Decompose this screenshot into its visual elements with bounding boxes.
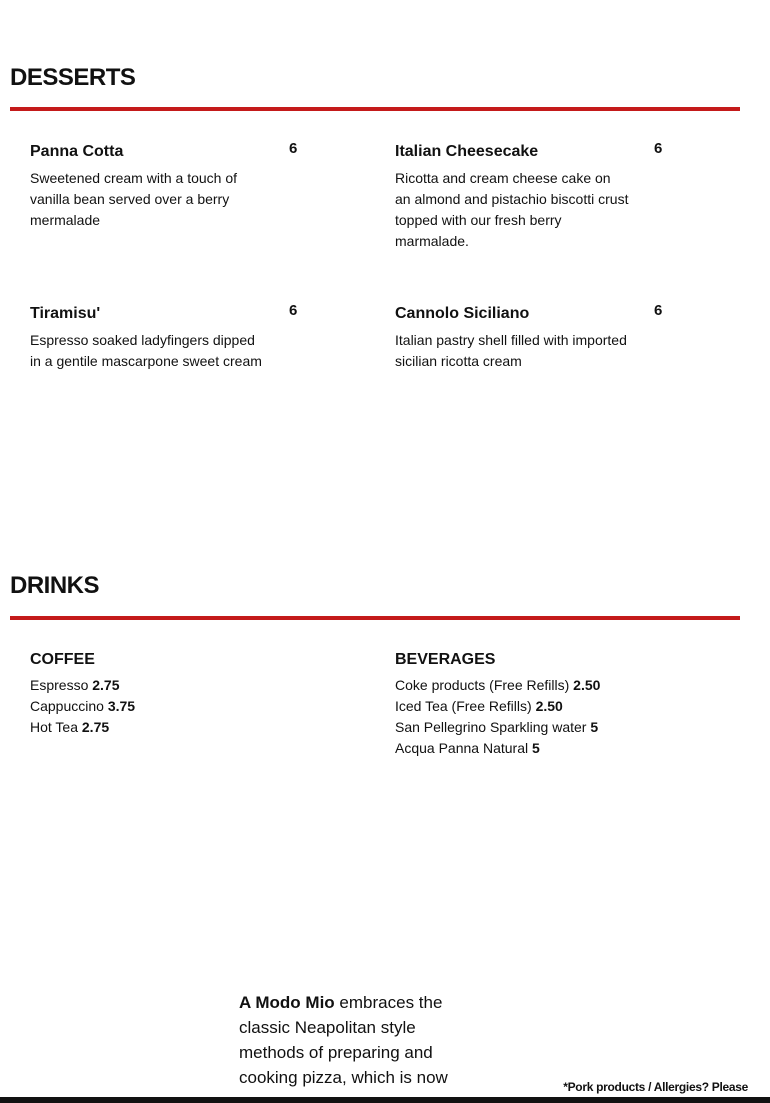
menu-item-italian-cheesecake: [395, 142, 630, 252]
drink-name: Coke products (Free Refills): [395, 677, 570, 693]
coffee-list: [30, 650, 135, 738]
item-price: 6: [654, 302, 663, 319]
drink-name: Iced Tea (Free Refills): [395, 698, 532, 714]
drink-price: 2.75: [92, 677, 120, 693]
item-description: Ricotta and cream cheese cake on an almond and pistachio biscotti crust topped with our fresh berry marmalade.: [395, 170, 629, 249]
drink-name: Acqua Panna Natural: [395, 740, 529, 756]
drink-price: 2.50: [535, 698, 563, 714]
drink-price: 3.75: [107, 698, 136, 714]
drink-name: San Pellegrino Sparkling water: [395, 719, 587, 735]
beverages-heading: BEVERAGES: [395, 651, 496, 668]
beverages-list: [395, 650, 600, 759]
menu-item-tiramisu: [30, 304, 265, 372]
drink-price: 2.50: [573, 677, 601, 693]
item-name: Cannolo Siciliano: [395, 305, 530, 322]
desserts-divider: [10, 107, 740, 111]
drink-price: 5: [590, 719, 599, 735]
item-price: 6: [289, 302, 298, 319]
item-description: Espresso soaked ladyfingers dipped in a gentile mascarpone sweet cream: [30, 332, 262, 369]
drink-item: [30, 696, 135, 717]
drink-name: Hot Tea: [30, 719, 78, 735]
drink-item: [30, 717, 135, 738]
item-name: Panna Cotta: [30, 143, 124, 160]
item-name: Tiramisu': [30, 305, 101, 322]
drink-item: [395, 717, 600, 738]
drink-price: 5: [531, 740, 540, 756]
drink-name: Espresso: [30, 677, 89, 693]
item-price: 6: [654, 140, 663, 157]
menu-item-panna-cotta: [30, 142, 265, 231]
item-description: Italian pastry shell filled with imported sicilian ricotta cream: [395, 332, 627, 369]
drinks-heading: DRINKS: [10, 572, 100, 599]
coffee-heading: COFFEE: [30, 651, 95, 668]
brand-name: A Modo Mio: [239, 993, 335, 1012]
allergy-footnote: *Pork products / Allergies? Please: [563, 1080, 748, 1094]
drinks-divider: [10, 616, 740, 620]
desserts-heading: DESSERTS: [10, 64, 136, 91]
drink-item: [395, 675, 600, 696]
bottom-bar: [0, 1097, 770, 1103]
drink-name: Cappuccino: [30, 698, 104, 714]
item-description: Sweetened cream with a touch of vanilla bean served over a berry mermalade: [30, 170, 238, 228]
drink-item: [395, 696, 600, 717]
drink-item: [30, 675, 135, 696]
item-price: 6: [289, 140, 298, 157]
about-paragraph: [239, 990, 484, 1090]
item-name: Italian Cheesecake: [395, 143, 539, 160]
drink-item: [395, 738, 600, 759]
drink-price: 2.75: [81, 719, 110, 735]
menu-item-cannolo-siciliano: [395, 304, 630, 372]
about-text: embraces the classic Neapolitan style methods of preparing and cooking pizza, which is now: [239, 993, 448, 1087]
